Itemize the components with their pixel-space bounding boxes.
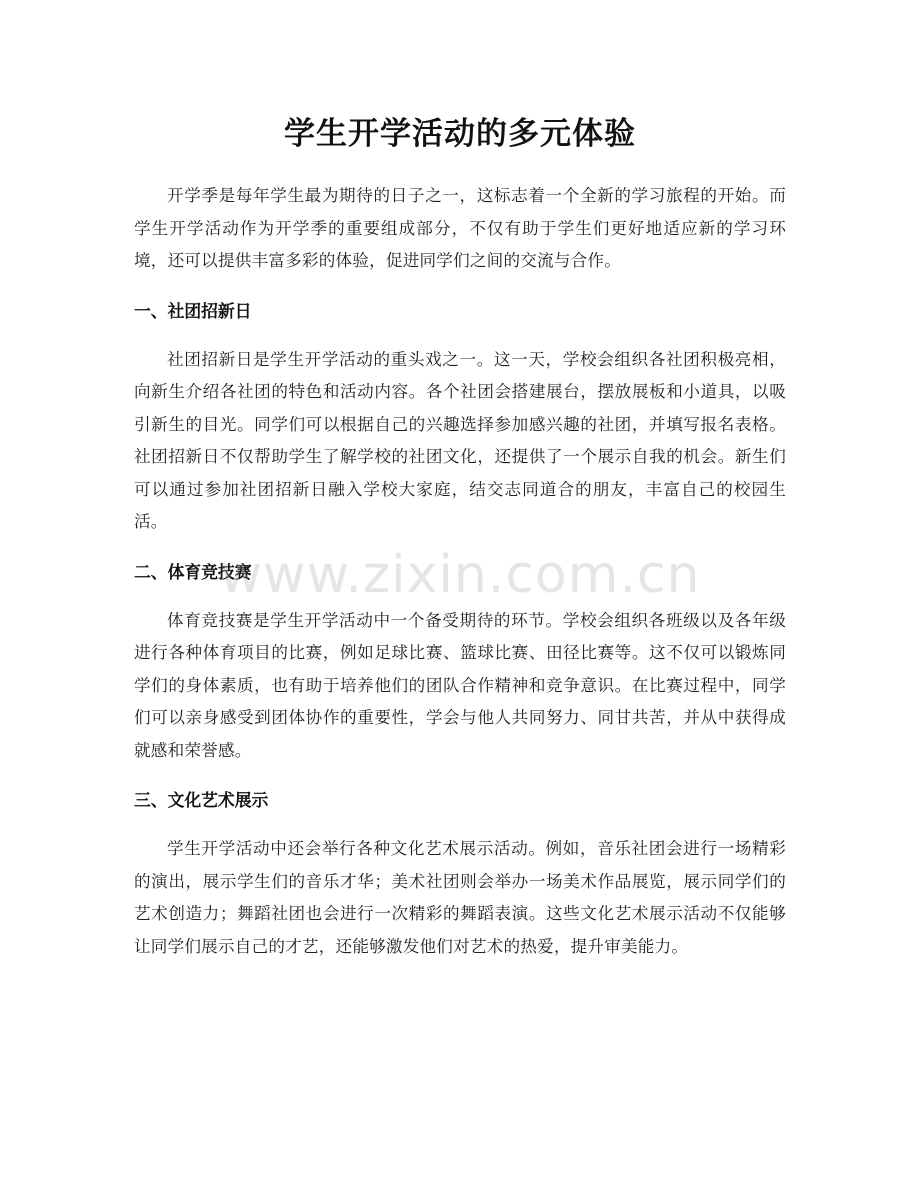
section-body-culture-art: 学生开学活动中还会举行各种文化艺术展示活动。例如，音乐社团会进行一场精彩的演出，展示学生们的音乐才华；美术社团则会举办一场美术作品展览，展示同学们的艺术创造力；舞蹈社团也会进行一次精彩的舞蹈表演。这些文化艺术展示活动不仅能够让同学们展示自己的才艺，还能够激发他们对艺术的热爱，提升审美能力。 bbox=[134, 839, 786, 956]
spacer bbox=[134, 327, 786, 344]
section-body-sports-competition: 体育竞技赛是学生开学活动中一个备受期待的环节。学校会组织各班级以及各年级进行各种体育项目的比赛，例如足球比赛、篮球比赛、田径比赛等。这不仅可以锻炼同学们的身体素质，也有助于培养他们的团队合作精神和竞争意识。在比赛过程中，同学们可以亲身感受到团体协作的重要性，学会与他人共同努力、同甘共苦，并从中获得成就感和荣誉感。 bbox=[134, 610, 786, 760]
page-title: 学生开学活动的多元体验 bbox=[284, 116, 636, 152]
section-heading-club-recruitment: 一、社团招新日 bbox=[134, 300, 252, 321]
spacer bbox=[134, 816, 786, 833]
spacer bbox=[134, 588, 786, 605]
intro-paragraph: 开学季是每年学生最为期待的日子之一，这标志着一个全新的学习旅程的开始。而学生开学活动作为开学季的重要组成部分，不仅有助于学生们更好地适应新的学习环境，还可以提供丰富多彩的体验，促进同学们之间的交流与合作。 bbox=[134, 186, 786, 270]
section-body-club-recruitment: 社团招新日是学生开学活动的重头戏之一。这一天，学校会组织各社团积极亮相，向新生介绍各社团的特色和活动内容。各个社团会搭建展台，摆放展板和小道具，以吸引新生的目光。同学们可以根据自己的兴趣选择参加感兴趣的社团，并填写报名表格。社团招新日不仅帮助学生了解学校的社团文化，还提供了一个展示自我的机会。新生们可以通过参加社团招新日融入学校大家庭，结交志同道合的朋友，丰富自己的校园生活。 bbox=[134, 349, 786, 531]
document-body bbox=[134, 180, 786, 963]
section-heading-sports-competition: 二、体育竞技赛 bbox=[134, 561, 252, 582]
watermark: www.zixin.com.cn bbox=[219, 545, 701, 605]
spacer bbox=[134, 767, 786, 784]
spacer bbox=[134, 278, 786, 295]
section-heading-culture-art: 三、文化艺术展示 bbox=[134, 790, 269, 810]
spacer bbox=[134, 539, 786, 556]
